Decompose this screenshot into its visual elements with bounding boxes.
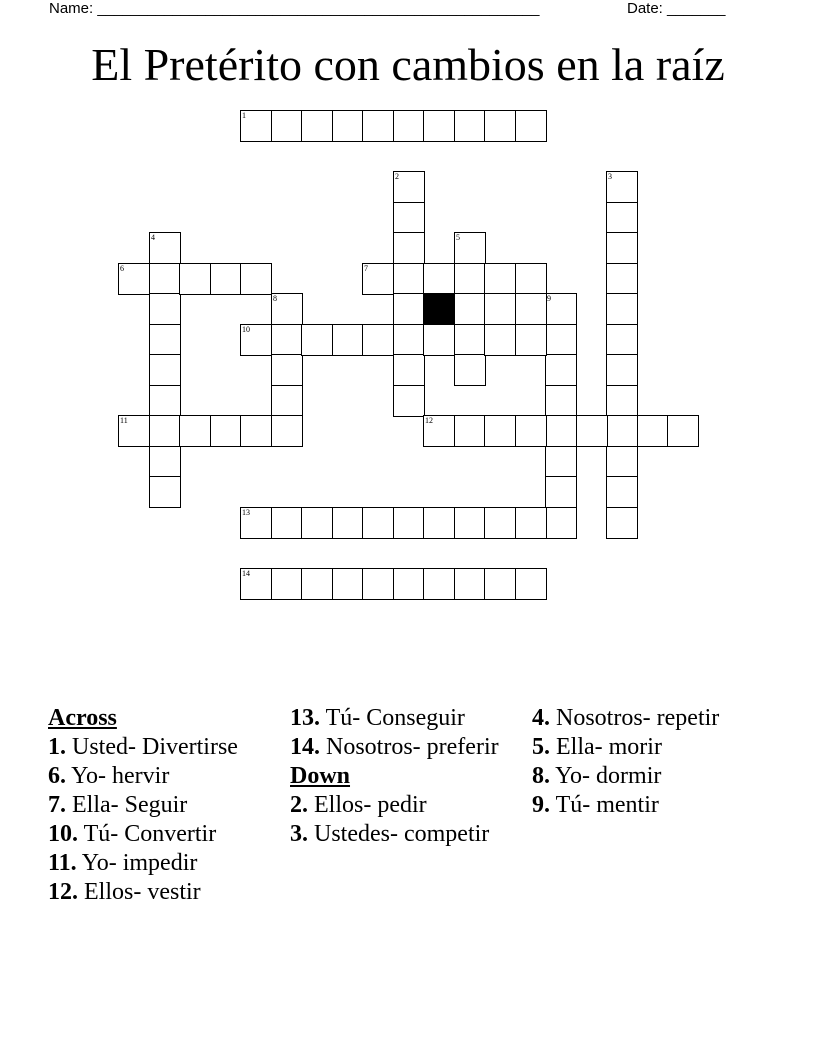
crossword-cell[interactable] <box>606 293 638 325</box>
crossword-cell[interactable] <box>515 568 547 600</box>
crossword-cell[interactable] <box>301 507 333 539</box>
crossword-cell[interactable] <box>423 324 455 356</box>
crossword-cell[interactable] <box>393 385 425 417</box>
crossword-cell[interactable] <box>393 171 425 203</box>
crossword-cell[interactable] <box>454 232 486 264</box>
clue-across-6 <box>48 762 263 791</box>
crossword-cell[interactable] <box>454 110 486 142</box>
crossword-cell[interactable] <box>454 293 486 325</box>
clue-number-label: 6 <box>120 264 124 273</box>
clue-column-3 <box>532 704 747 820</box>
crossword-cell[interactable] <box>515 110 547 142</box>
crossword-cell[interactable] <box>393 568 425 600</box>
crossword-cell[interactable] <box>423 568 455 600</box>
crossword-cell[interactable] <box>545 354 577 386</box>
crossword-cell[interactable] <box>667 415 699 447</box>
clue-across-14 <box>290 733 505 762</box>
clue-text: Nosotros- repetir <box>556 705 720 731</box>
name-field-label: Name: _____________________________________________________ <box>49 0 540 17</box>
crossword-cell[interactable] <box>454 263 486 295</box>
crossword-cell[interactable] <box>484 568 516 600</box>
crossword-cell[interactable] <box>271 568 303 600</box>
clue-text: Tú- Conseguir <box>325 705 465 731</box>
crossword-cell[interactable] <box>271 110 303 142</box>
clue-down-2 <box>290 791 505 820</box>
clue-text: Yo- impedir <box>81 850 198 876</box>
crossword-cell[interactable] <box>271 415 303 447</box>
clue-number-label: 12 <box>425 416 433 425</box>
crossword-cell[interactable] <box>545 446 577 478</box>
clue-number: 5. <box>532 734 550 760</box>
crossword-cell[interactable] <box>423 415 455 447</box>
crossword-cell[interactable] <box>301 110 333 142</box>
clue-number-label: 7 <box>364 264 368 273</box>
clue-number: 2. <box>290 792 308 818</box>
crossword-cell[interactable] <box>606 324 638 356</box>
clue-number-label: 13 <box>242 508 250 517</box>
date-field-label: Date: _______ <box>627 0 726 17</box>
crossword-cell[interactable] <box>545 507 577 539</box>
clue-text: Ella- morir <box>556 734 662 760</box>
crossword-cell[interactable] <box>606 232 638 264</box>
clue-number-label: 8 <box>273 294 277 303</box>
crossword-cell[interactable] <box>606 354 638 386</box>
crossword-cell[interactable] <box>362 324 394 356</box>
crossword-cell[interactable] <box>484 293 516 325</box>
crossword-cell[interactable] <box>393 263 425 295</box>
crossword-cell[interactable] <box>606 446 638 478</box>
crossword-cell[interactable] <box>362 507 394 539</box>
crossword-cell[interactable] <box>545 476 577 508</box>
crossword-cell[interactable] <box>179 263 211 295</box>
crossword-cell[interactable] <box>240 324 272 356</box>
clue-down-8 <box>532 762 747 791</box>
crossword-cell[interactable] <box>393 324 425 356</box>
crossword-cell[interactable] <box>515 263 547 295</box>
crossword-cell[interactable] <box>362 568 394 600</box>
clue-text: Nosotros- preferir <box>326 734 499 760</box>
clue-down-4 <box>532 704 747 733</box>
crossword-cell[interactable] <box>545 385 577 417</box>
clue-column-1 <box>48 704 263 907</box>
crossword-cell[interactable] <box>210 415 242 447</box>
crossword-cell[interactable] <box>301 568 333 600</box>
clue-down-5 <box>532 733 747 762</box>
clue-text: Yo- hervir <box>71 763 170 789</box>
clue-number: 6. <box>48 763 66 789</box>
crossword-cell[interactable] <box>484 507 516 539</box>
crossword-cell[interactable] <box>179 415 211 447</box>
clue-number-label: 4 <box>151 233 155 242</box>
crossword-cell[interactable] <box>515 293 547 325</box>
crossword-cell[interactable] <box>423 263 455 295</box>
crossword-cell[interactable] <box>271 324 303 356</box>
crossword-cell[interactable] <box>545 324 577 356</box>
crossword-cell[interactable] <box>423 110 455 142</box>
crossword-cell[interactable] <box>393 293 425 325</box>
crossword-cell[interactable] <box>454 354 486 386</box>
crossword-cell[interactable] <box>332 507 364 539</box>
clue-down-9 <box>532 791 747 820</box>
clue-number: 12. <box>48 879 78 905</box>
clue-number: 3. <box>290 821 308 847</box>
crossword-cell[interactable] <box>332 324 364 356</box>
crossword-cell[interactable] <box>149 476 181 508</box>
crossword-cell[interactable] <box>149 232 181 264</box>
clue-text: Ellos- vestir <box>84 879 201 905</box>
crossword-cell[interactable] <box>545 293 577 325</box>
crossword-cell[interactable] <box>301 324 333 356</box>
crossword-cell[interactable] <box>149 385 181 417</box>
crossword-cell[interactable] <box>362 263 394 295</box>
clue-across-12 <box>48 878 263 907</box>
crossword-cell[interactable] <box>240 415 272 447</box>
clue-number: 14. <box>290 734 320 760</box>
clue-number: 9. <box>532 792 550 818</box>
crossword-cell[interactable] <box>606 476 638 508</box>
crossword-cell[interactable] <box>149 354 181 386</box>
clue-across-7 <box>48 791 263 820</box>
crossword-cell[interactable] <box>240 568 272 600</box>
clue-number-label: 2 <box>395 172 399 181</box>
crossword-cell[interactable] <box>362 110 394 142</box>
clue-number-label: 1 <box>242 111 246 120</box>
crossword-cell[interactable] <box>484 324 516 356</box>
crossword-cell[interactable] <box>393 202 425 234</box>
clue-number: 4. <box>532 705 550 731</box>
crossword-cell[interactable] <box>545 415 577 447</box>
page-title: El Pretérito con cambios en la raíz <box>91 39 725 90</box>
clue-text: Ustedes- competir <box>314 821 490 847</box>
crossword-cell[interactable] <box>271 354 303 386</box>
clue-number: 10. <box>48 821 78 847</box>
clue-across-11 <box>48 849 263 878</box>
clue-number: 1. <box>48 734 66 760</box>
crossword-cell[interactable] <box>240 507 272 539</box>
crossword-cell[interactable] <box>515 507 547 539</box>
crossword-cell[interactable] <box>149 324 181 356</box>
crossword-cell[interactable] <box>606 171 638 203</box>
across-heading: Across <box>48 705 117 731</box>
clue-text: Usted- Divertirse <box>72 734 238 760</box>
clue-column-2 <box>290 704 505 849</box>
crossword-cell[interactable] <box>393 232 425 264</box>
clue-text: Yo- dormir <box>555 763 662 789</box>
clue-number-label: 14 <box>242 569 250 578</box>
crossword-cell[interactable] <box>606 385 638 417</box>
down-heading: Down <box>290 763 351 789</box>
crossword-cell[interactable] <box>454 415 486 447</box>
clue-number-label: 5 <box>456 233 460 242</box>
crossword-cell[interactable] <box>149 263 181 295</box>
crossword-cell[interactable] <box>240 110 272 142</box>
crossword-cell[interactable] <box>240 263 272 295</box>
crossword-cell[interactable] <box>606 263 638 295</box>
crossword-cell[interactable] <box>484 110 516 142</box>
clue-number-label: 11 <box>120 416 128 425</box>
crossword-cell[interactable] <box>423 507 455 539</box>
crossword-cell[interactable] <box>576 415 608 447</box>
clue-number: 7. <box>48 792 66 818</box>
clue-text: Tú- mentir <box>555 792 659 818</box>
clue-number: 13. <box>290 705 320 731</box>
blocked-cell <box>423 293 455 325</box>
clue-across-13 <box>290 704 505 733</box>
crossword-cell[interactable] <box>332 568 364 600</box>
clue-number-label: 10 <box>242 325 250 334</box>
crossword-cell[interactable] <box>515 415 547 447</box>
crossword-cell[interactable] <box>332 110 364 142</box>
crossword-cell[interactable] <box>149 415 181 447</box>
clue-across-1 <box>48 733 263 762</box>
clue-text: Ellos- pedir <box>314 792 427 818</box>
crossword-cell[interactable] <box>210 263 242 295</box>
crossword-cell[interactable] <box>606 202 638 234</box>
crossword-cell[interactable] <box>271 385 303 417</box>
crossword-cell[interactable] <box>393 110 425 142</box>
crossword-cell[interactable] <box>484 263 516 295</box>
crossword-cell[interactable] <box>454 568 486 600</box>
crossword-cell[interactable] <box>149 293 181 325</box>
crossword-cell[interactable] <box>515 324 547 356</box>
crossword-cell[interactable] <box>606 415 638 447</box>
crossword-cell[interactable] <box>393 354 425 386</box>
crossword-cell[interactable] <box>271 507 303 539</box>
crossword-cell[interactable] <box>118 263 150 295</box>
clue-number: 8. <box>532 763 550 789</box>
crossword-cell[interactable] <box>149 446 181 478</box>
crossword-cell[interactable] <box>271 293 303 325</box>
crossword-cell[interactable] <box>118 415 150 447</box>
crossword-cell[interactable] <box>484 415 516 447</box>
crossword-cell[interactable] <box>454 324 486 356</box>
crossword-cell[interactable] <box>393 507 425 539</box>
crossword-cell[interactable] <box>454 507 486 539</box>
clue-number-label: 9 <box>547 294 551 303</box>
crossword-cell[interactable] <box>637 415 669 447</box>
clue-down-3 <box>290 820 505 849</box>
clue-text: Ella- Seguir <box>72 792 188 818</box>
clue-number: 11. <box>48 850 77 876</box>
clue-text: Tú- Convertir <box>83 821 217 847</box>
clue-number-label: 3 <box>608 172 612 181</box>
clue-across-10 <box>48 820 263 849</box>
crossword-cell[interactable] <box>606 507 638 539</box>
